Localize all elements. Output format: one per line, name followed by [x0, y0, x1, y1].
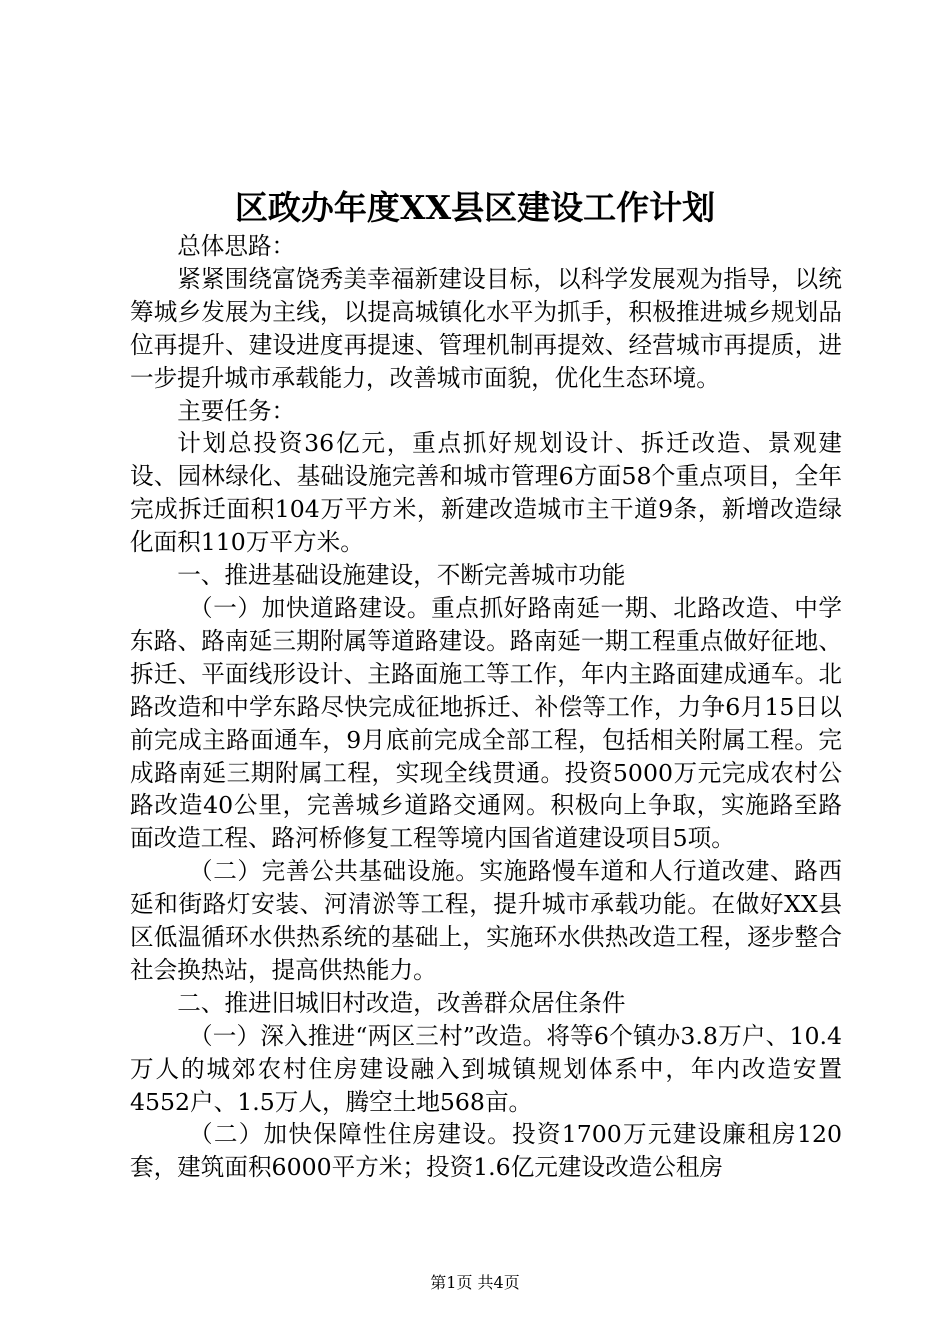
paragraph-main-tasks: 计划总投资36亿元，重点抓好规划设计、拆迁改造、景观建设、园林绿化、基础设施完善和城市管理6方面58个重点项目，全年完成拆迁面积104万平方米，新建改造城市主干道9条，新增改造绿化面积110万平方米。: [130, 429, 842, 557]
section-heading-overall-idea: 总体思路：: [177, 232, 296, 260]
paragraph-two-districts-three-villages: （一）深入推进“两区三村”改造。将等6个镇办3.8万户、10.4万人的城郊农村住房建设融入到城镇规划体系中，年内改造安置4552户、1.5万人，腾空土地568亩。: [130, 1021, 842, 1116]
page-footer: 第1页 共4页: [430, 1273, 520, 1292]
document-title: 区政办年度XX县区建设工作计划: [234, 188, 716, 227]
section-heading-old-town-renovation: 二、推进旧城旧村改造，改善群众居住条件: [177, 988, 626, 1017]
document-body: [130, 230, 842, 1184]
paragraph-affordable-housing: （二）加快保障性住房建设。投资1700万元建设廉租房120套，建筑面积6000平方米；投资1.6亿元建设改造公租房: [130, 1120, 842, 1182]
paragraph-public-infrastructure: （二）完善公共基础设施。实施路慢车道和人行道改建、路西延和街路灯安装、河清淤等工程，提升城市承载功能。在做好XX县区低温循环水供热系统的基础上，实施环水供热改造工程，逐步整合社会换热站，提高供热能力。: [130, 857, 842, 984]
paragraph-road-construction: （一）加快道路建设。重点抓好路南延一期、北路改造、中学东路、路南延三期附属等道路建设。路南延一期工程重点做好征地、拆迁、平面线形设计、主路面施工等工作，年内主路面建成通车。北路改造和中学东路尽快完成征地拆迁、补偿等工作，力争6月15日以前完成主路面通车，9月底前完成全部工程，包括相关附属工程。完成路南延三期附属工程，实现全线贯通。投资5000万元完成农村公路改造40公里，完善城乡道路交通网。积极向上争取，实施路至路面改造工程、路河桥修复工程等境内国省道建设项目5项。: [130, 593, 842, 853]
paragraph-overall-idea: 紧紧围绕富饶秀美幸福新建设目标，以科学发展观为指导，以统筹城乡发展为主线，以提高城镇化水平为抓手，积极推进城乡规划品位再提升、建设进度再提速、管理机制再提效、经营城市再提质，进一步提升城市承载能力，改善城市面貌，优化生态环境。: [130, 264, 842, 392]
section-heading-infrastructure: 一、推进基础设施建设，不断完善城市功能: [177, 561, 626, 590]
section-heading-main-tasks: 主要任务：: [177, 396, 296, 425]
